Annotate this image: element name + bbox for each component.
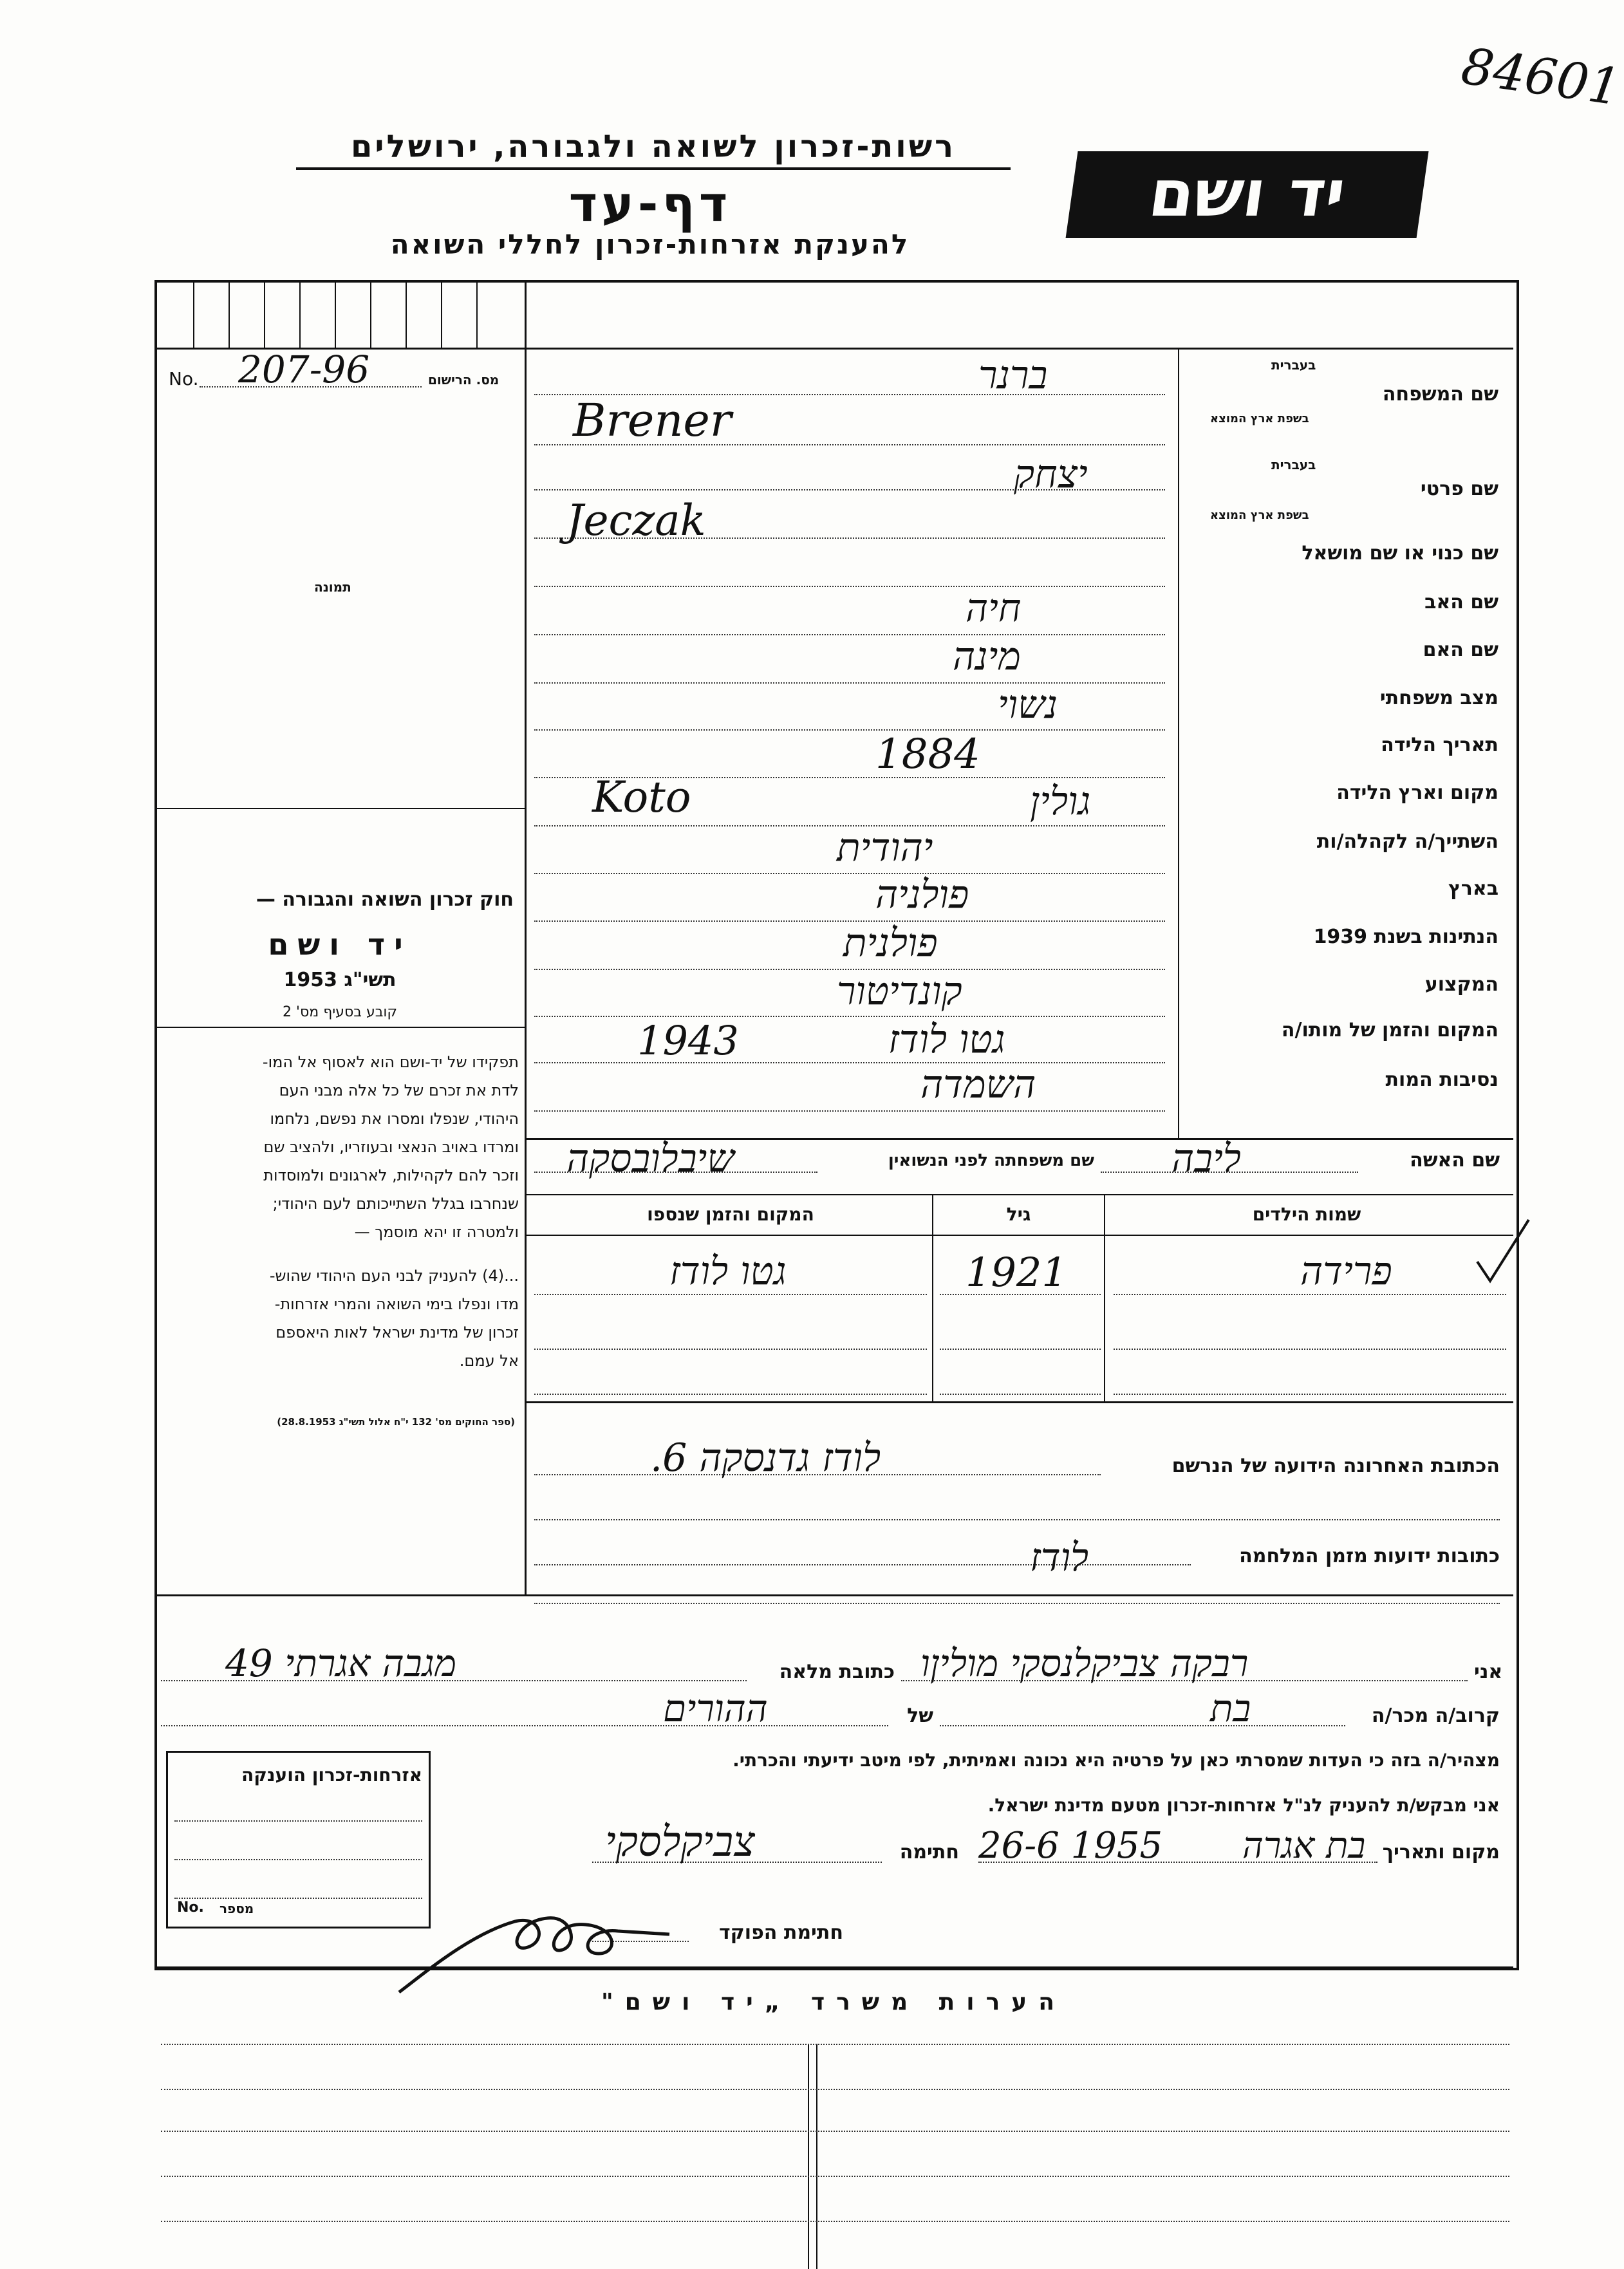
declaration-place: בת אגרה	[1242, 1825, 1366, 1867]
citizenship-box-no-label: No.	[177, 1900, 204, 1916]
declarant-signature: צביקלסקי	[605, 1818, 755, 1866]
photo-label: תמונה	[314, 579, 351, 595]
last-address-label: הכתובת האחרונה הידועה של הנרשם	[1171, 1455, 1500, 1477]
stamp-number: 84601	[1457, 37, 1624, 117]
check-mark-icon	[1474, 1217, 1532, 1287]
children-age-header: גיל	[1006, 1204, 1031, 1225]
law-paragraph-2	[166, 1262, 519, 1375]
first-name-hebrew-tag: בעברית	[1271, 457, 1316, 472]
maiden-name-label: שם משפחתה לפני הנשואין	[888, 1151, 1094, 1170]
registration-number: 207-96	[238, 348, 370, 391]
declaration-date: 26-6 1955	[978, 1825, 1163, 1867]
first-name-latin: Jeczak	[566, 496, 706, 545]
registration-label: מס. הרישום	[428, 372, 499, 388]
mother-value: מינה	[953, 634, 1021, 679]
logo-text: יד ושם	[1144, 156, 1350, 231]
nickname-label: שם כנוי או שם מושאל	[1302, 542, 1498, 565]
death-cause-value: השמדה	[920, 1062, 1036, 1107]
law-text-line: זכרון של מדינת ישראל לאות היאספם	[275, 1323, 519, 1341]
law-text-line: וזכר להם לקהילות, לארגונים ולמוסדות	[263, 1166, 519, 1184]
child-age: 1921	[966, 1249, 1067, 1296]
family-name-latin: Brener	[573, 394, 732, 447]
law-name: יד ושם	[268, 927, 412, 962]
family-name-local-tag: בשפת ארץ המוצא	[1210, 412, 1309, 425]
signature-label: חתימה	[899, 1841, 959, 1863]
profession-value: קונדיטור	[837, 969, 962, 1014]
citizenship-box	[166, 1751, 431, 1928]
children-place-header: המקום והזמן שנספו	[647, 1204, 814, 1225]
law-year: תשי"ג 1953	[283, 969, 397, 991]
father-value: חיה	[966, 586, 1022, 631]
law-clause: קובע בסעיף מס' 2	[282, 1004, 398, 1020]
relation-label: קרוב/ה מכר/ה	[1371, 1704, 1500, 1727]
death-year-value: 1943	[637, 1017, 739, 1064]
first-name-local-tag: בשפת ארץ המוצא	[1210, 509, 1309, 522]
marital-label: מצב משפחתי	[1379, 687, 1498, 709]
citizenship-box-number-label: מספר	[219, 1901, 254, 1916]
child-place: גטו לודז	[669, 1249, 787, 1294]
first-name-hebrew: יצחק	[1014, 452, 1088, 497]
birth-date-label: תאריך הלידה	[1381, 734, 1498, 756]
country-value: פולניה	[875, 872, 969, 917]
marital-value: נשוי	[998, 682, 1058, 727]
declarant-i-label: אני	[1474, 1661, 1503, 1683]
law-text-line: מדו ונפלו בימי השואה והמרי אזרחות-	[274, 1295, 519, 1313]
declaration-line-2: אני מבקש/ת להעניק לנ"ל אזרחות-זכרון מטעם מדינת ישראל.	[987, 1795, 1500, 1816]
law-text-line: תפקידו של יד-ושם הוא לאסוף אל המו-	[262, 1053, 519, 1071]
office-notes-title: הערות משרד „יד ושם"	[601, 1989, 1067, 2015]
death-place-value: גטו לודז	[888, 1017, 1005, 1062]
child-name: פרידה	[1300, 1249, 1392, 1294]
wife-label: שם האשה	[1410, 1149, 1500, 1172]
law-source: (ספר החוקים מס' 132 י"ח אלול תשי"ג 28.8.1953)	[277, 1416, 515, 1428]
law-text-line: ומרדו באויב הנאצי ובעוזריו, ולהציב שם	[263, 1138, 519, 1156]
country-label: בארץ	[1448, 877, 1498, 900]
authority-heading: רשות-זכרון לשואה ולגבורה, ירושלים	[296, 129, 1011, 170]
law-text-line: לדת את זכרם של כל אלה מבני העם	[279, 1081, 519, 1099]
declarant-address: מגבה אגרתי 49	[225, 1641, 457, 1685]
family-name-hebrew-tag: בעברית	[1271, 357, 1316, 373]
officer-signature-label: חתימת הפוקד	[719, 1921, 843, 1944]
law-text-line: ...(4) להעניק לבני העם היהודי שהוש-	[269, 1267, 519, 1285]
community-value: יהודית	[837, 825, 933, 870]
citizenship-box-title: אזרחות-זכרון הוענקה	[241, 1764, 422, 1786]
last-address-value: לודז גדנסקה 6.	[650, 1435, 881, 1480]
declarant-address-label: כתובת מלאה	[779, 1661, 895, 1683]
law-text-line: ולמטרה זו יהא מוסמך —	[354, 1223, 519, 1241]
relation-value: בת	[1210, 1686, 1251, 1730]
form-title: דף-עד	[568, 175, 732, 232]
family-name-hebrew: ברנר	[978, 353, 1048, 398]
birth-place-latin: Koto	[592, 772, 691, 822]
registration-no-label: No.	[169, 368, 199, 389]
birth-place-value: גולין	[1030, 779, 1091, 824]
declarant-name: רבקה צביקלנסקי מוליןו	[920, 1641, 1249, 1685]
nationality-label: הנתינות בשנת 1939	[1313, 926, 1498, 948]
nationality-value: פולנית	[843, 920, 938, 966]
officer-signature-scribble	[386, 1896, 682, 1999]
war-address-label: כתובות ידועות מזמן המלחמה	[1239, 1545, 1500, 1567]
community-label: השתייך/ה לקהלה/ות	[1316, 830, 1498, 853]
war-address-value: לודז	[1030, 1535, 1089, 1580]
birth-date-value: 1884	[875, 731, 980, 778]
maiden-name-value: שיבלובסקה	[566, 1136, 734, 1181]
death-cause-label: נסיבות המות	[1385, 1069, 1498, 1091]
law-text-line: שנחרבו בגלל השתייכותם לעם היהודי;	[272, 1195, 519, 1213]
children-names-header: שמות הילדים	[1252, 1204, 1361, 1225]
law-paragraph-1	[166, 1048, 519, 1246]
declaration-line-1: מצהיר/ה בזה כי העדות שמסרתי כאן על פרטיה היא נכונה ואמיתית, לפי מיטב ידיעתי והכרתי.	[733, 1750, 1500, 1771]
death-place-label: המקום והזמן של מותו/ה	[1281, 1019, 1498, 1041]
profession-label: המקצוע	[1424, 973, 1498, 996]
yad-vashem-logo	[1066, 151, 1429, 238]
mother-label: שם האם	[1423, 639, 1498, 661]
of-label: של	[907, 1704, 933, 1727]
law-title: חוק זכרון השואה והגבורה —	[256, 888, 514, 911]
father-label: שם האב	[1424, 591, 1498, 613]
family-name-label: שם המשפחה	[1382, 383, 1498, 406]
place-date-label: מקום ותאריך	[1382, 1841, 1500, 1863]
law-text-line: אל עמם.	[459, 1352, 519, 1370]
form-subtitle: להענקת אזרחות-זכרון לחללי השואה	[390, 229, 910, 260]
wife-value: ליבה	[1171, 1136, 1241, 1181]
first-name-label: שם פרטי	[1420, 478, 1498, 500]
of-value: ההורים	[663, 1686, 768, 1730]
law-text-line: היהודי, שנפלו ומסרו את נפשם, נלחמו	[270, 1110, 519, 1128]
birth-place-label: מקום וארץ הלידה	[1336, 781, 1498, 804]
